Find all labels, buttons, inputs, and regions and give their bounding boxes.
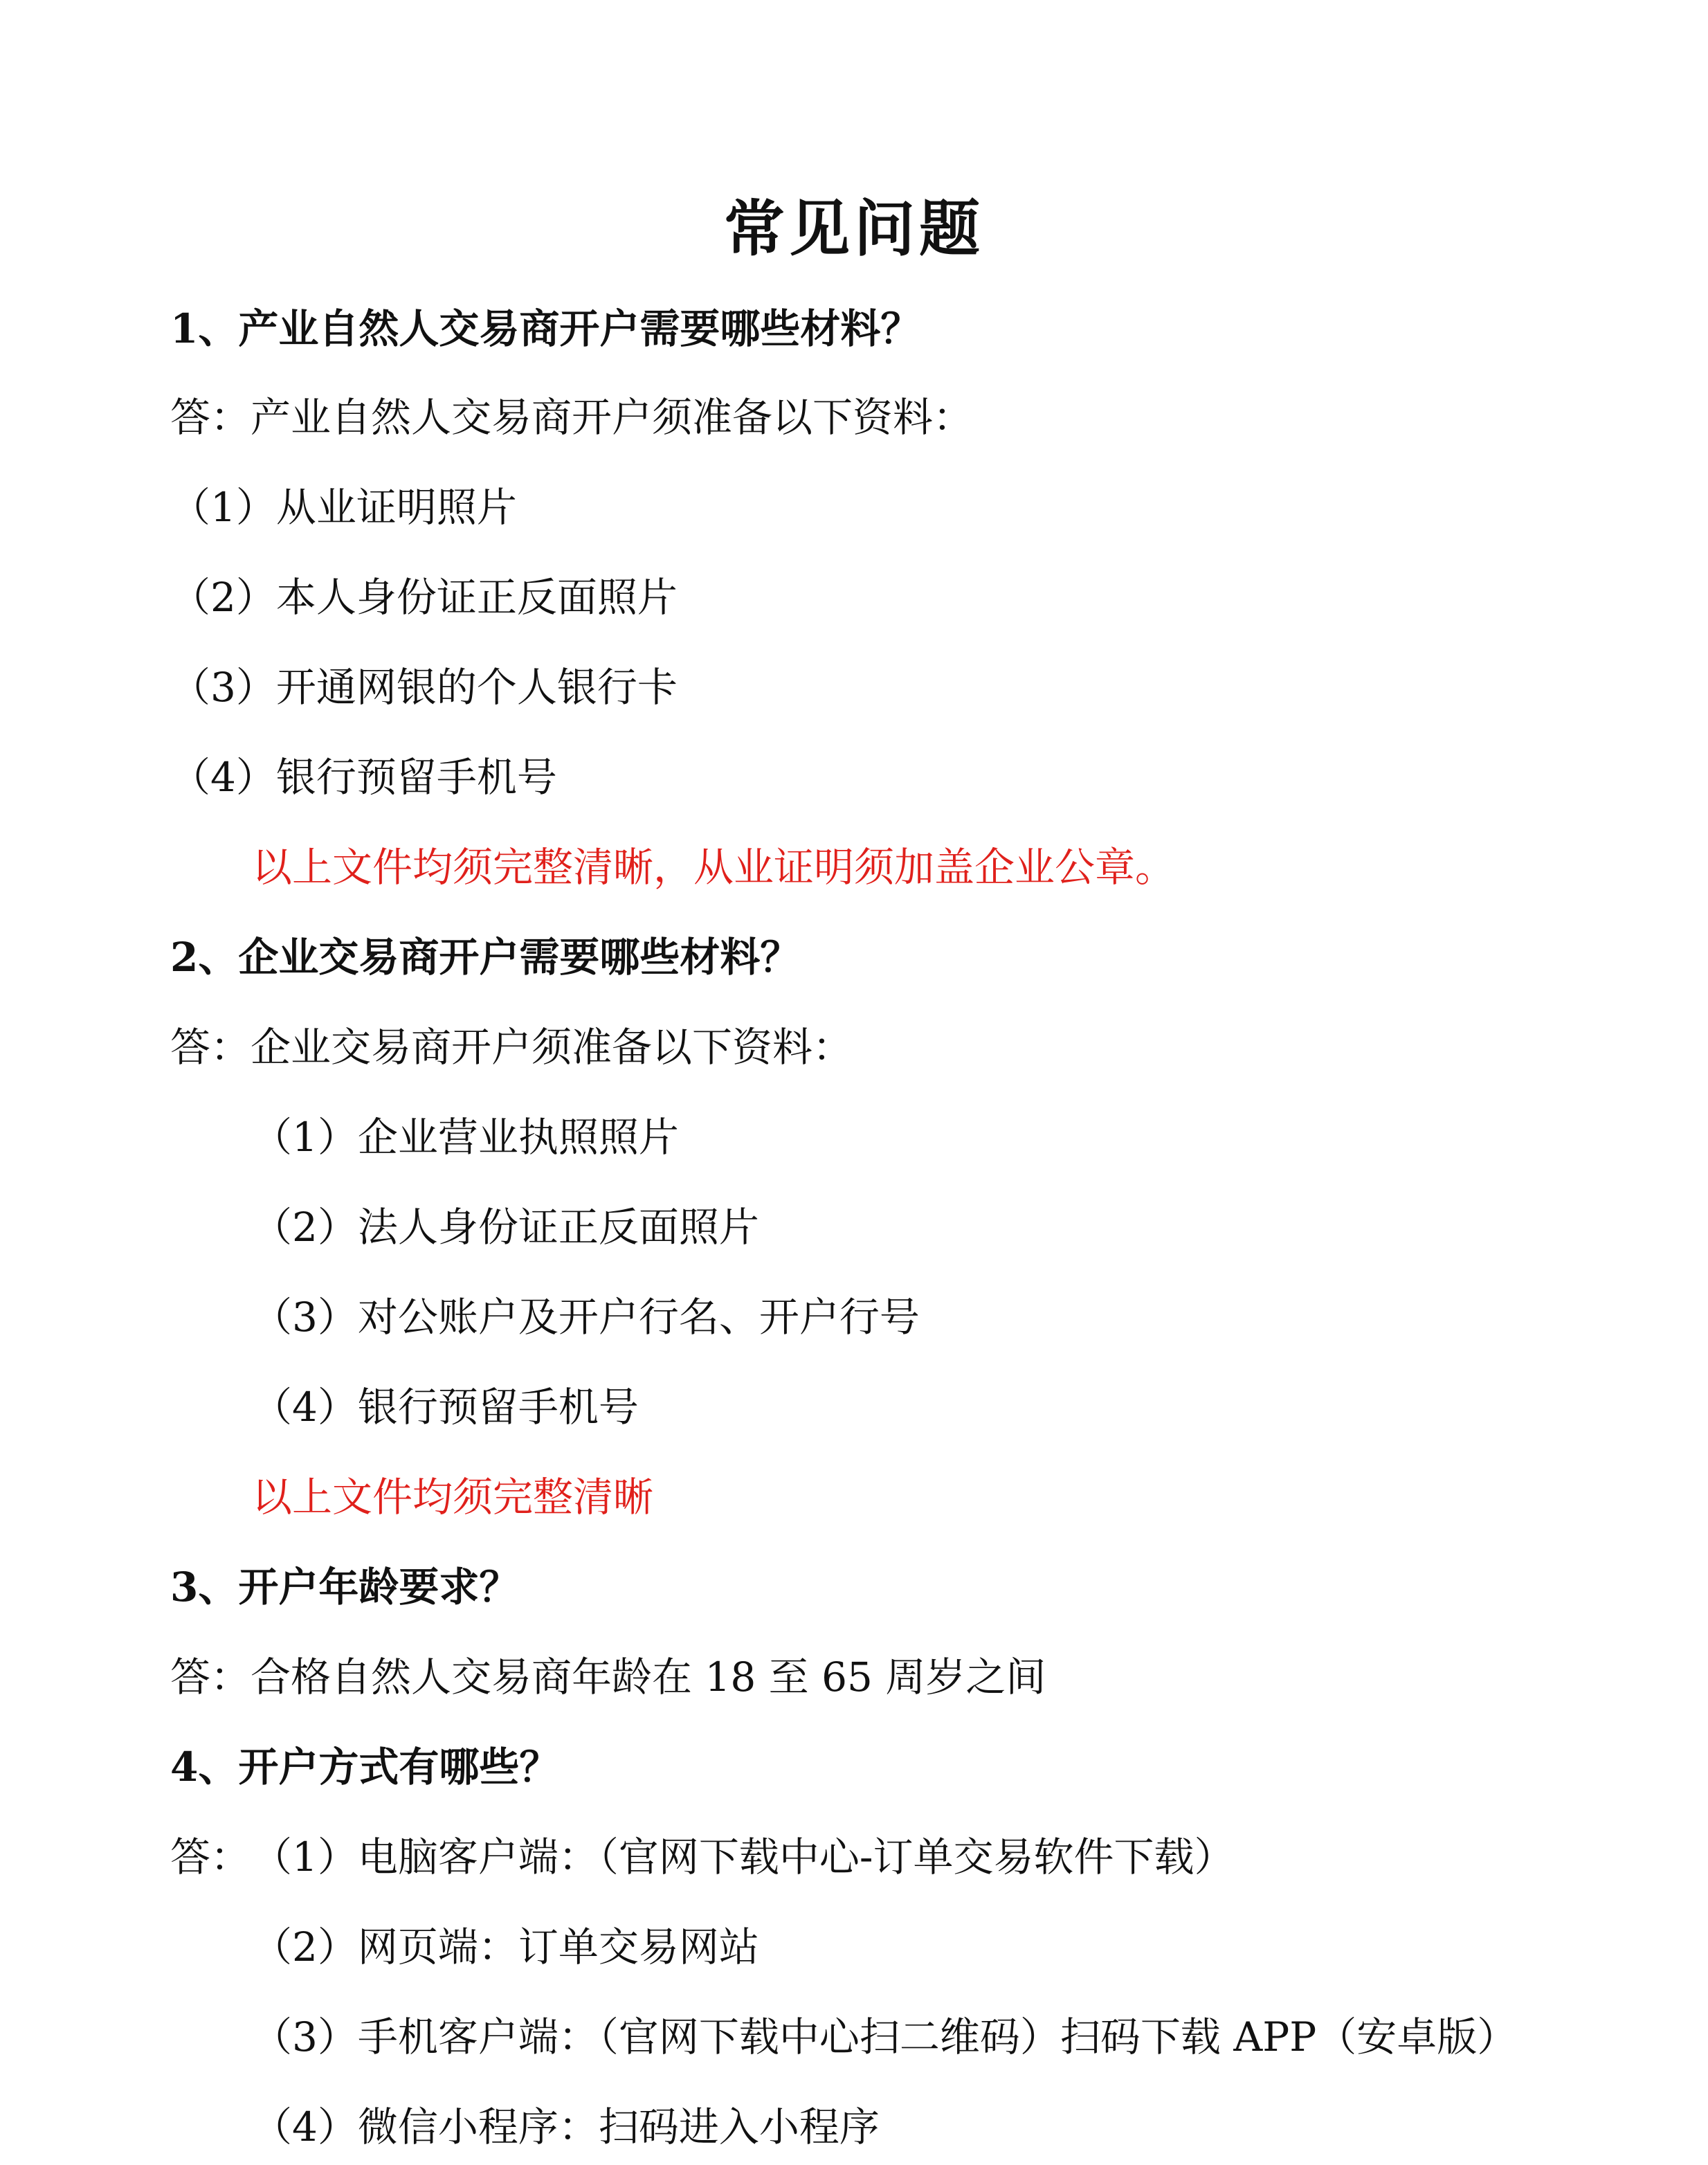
answer-1: 答：产业自然人交易商开户须准备以下资料： [170,394,974,441]
question-3: 3、开户年龄要求？ [170,1564,520,1611]
answer-3: 答：合格自然人交易商年龄在 18 至 65 周岁之间 [170,1654,1046,1701]
question-1: 1、产业自然人交易商开户需要哪些材料？ [170,305,921,352]
answer-2-item-1: （1）企业营业执照照片 [252,1114,679,1161]
answer-1-item-4: （4）银行预留手机号 [170,754,557,801]
question-4: 4、开户方式有哪些？ [170,1743,560,1791]
section-1-note: 以上文件均须完整清晰，从业证明须加盖企业公章。 [252,844,1176,891]
answer-2-item-3: （3）对公账户及开户行名、开户行号 [252,1294,920,1341]
answer-1-item-2: （2）本人身份证正反面照片 [170,574,678,621]
question-2: 2、企业交易商开户需要哪些材料？ [170,934,801,981]
answer-4-item-3: （3）手机客户端：（官网下载中心扫二维码）扫码下载 APP（安卓版） [252,2013,1518,2060]
answer-2-item-4: （4）银行预留手机号 [252,1384,639,1431]
answer-1-item-3: （3）开通网银的个人银行卡 [170,664,678,711]
answer-2-item-2: （2）法人身份证正反面照片 [252,1204,759,1251]
page-title: 常见问题 [723,192,984,264]
answer-2: 答：企业交易商开户须准备以下资料： [170,1024,853,1071]
answer-4-prefix: 答： [170,1833,251,1881]
answer-4-item-1: （1）电脑客户端：（官网下载中心-订单交易软件下载） [252,1833,1235,1881]
answer-4-item-2: （2）网页端：订单交易网站 [252,1923,759,1971]
answer-4-item-4: （4）微信小程序：扫码进入小程序 [252,2103,880,2150]
section-2-note: 以上文件均须完整清晰 [252,1474,654,1521]
answer-1-item-1: （1）从业证明照片 [170,484,517,531]
